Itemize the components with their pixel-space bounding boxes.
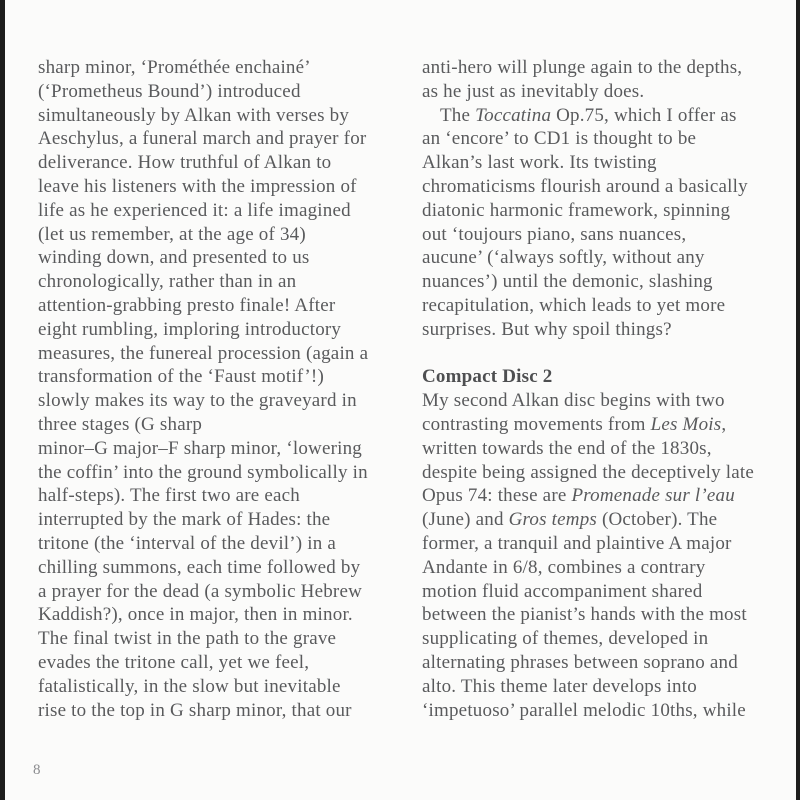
text-line — [38, 508, 414, 532]
text-run: Aeschylus, a funeral march and prayer for — [38, 128, 367, 150]
text-run: chronologically, rather than in an — [38, 271, 297, 293]
text-run: alto. This theme later develops into — [422, 675, 697, 697]
text-run: (June) and — [422, 509, 509, 531]
text-line — [422, 675, 794, 699]
text-run: an ‘encore’ to CD1 is thought to be — [422, 128, 697, 150]
text-run: eight rumbling, imploring introductory — [38, 318, 342, 340]
text-line — [38, 151, 414, 175]
text-line — [38, 484, 414, 508]
text-run: recapitulation, which leads to yet more — [422, 294, 726, 316]
section-heading — [422, 365, 794, 389]
text-run: half-steps). The first two are each — [38, 485, 300, 507]
text-line — [422, 175, 794, 199]
text-run: minor–G major–F sharp minor, ‘lowering — [38, 437, 362, 459]
text-run: aucune’ (‘always softly, without any — [422, 247, 705, 269]
text-line — [422, 127, 794, 151]
text-run: Gros temps — [508, 509, 598, 531]
text-run: anti-hero will plunge again to the depths, — [422, 57, 743, 78]
text-run: attention-grabbing presto finale! After — [38, 294, 336, 316]
text-line — [422, 104, 794, 128]
text-run: slowly makes its way to the graveyard in — [38, 390, 357, 412]
text-run: between the pianist’s hands with the most — [422, 604, 747, 626]
text-line — [422, 223, 794, 247]
text-run: Kaddish?), once in major, then in minor. — [38, 604, 353, 626]
text-line — [422, 199, 794, 223]
text-run: despite being assigned the deceptively late — [422, 461, 755, 483]
text-run: alternating phrases between soprano and — [422, 651, 738, 673]
text-line — [38, 104, 414, 128]
text-line — [38, 675, 414, 699]
text-line — [38, 651, 414, 675]
text-line — [422, 151, 794, 175]
text-run: leave his listeners with the impression of — [38, 175, 357, 197]
text-run: The — [440, 104, 476, 126]
text-run: Les Mois — [650, 413, 722, 435]
text-run: interrupted by the mark of Hades: the — [38, 509, 331, 531]
text-line — [422, 532, 794, 556]
blank-line — [422, 342, 794, 366]
text-run: measures, the funereal procession (again a — [38, 342, 369, 364]
text-line — [422, 699, 794, 723]
text-run: transformation of the ‘Faust motif’!) — [38, 366, 324, 388]
text-line — [38, 175, 414, 199]
text-line — [422, 484, 794, 508]
text-run: Alkan’s last work. Its twisting — [422, 152, 657, 174]
text-run: diatonic harmonic framework, spinning — [422, 199, 731, 221]
text-run: as he just as inevitably does. — [422, 80, 645, 102]
text-run: Compact Disc 2 — [422, 366, 553, 388]
text-run: motion fluid accompaniment shared — [422, 580, 703, 602]
text-run: Andante in 6/8, combines a contrary — [422, 556, 706, 578]
text-run: former, a tranquil and plaintive A major — [422, 532, 732, 554]
text-line — [38, 603, 414, 627]
text-line — [422, 56, 794, 80]
text-run: out ‘toujours piano, sans nuances, — [422, 223, 687, 245]
page-number: 8 — [33, 762, 41, 778]
text-run: Toccatina — [475, 104, 552, 126]
text-line — [422, 651, 794, 675]
text-line — [422, 603, 794, 627]
text-column-left — [38, 56, 414, 722]
text-line — [38, 437, 414, 461]
text-line — [422, 580, 794, 604]
text-run: (October). The — [597, 509, 718, 531]
text-line — [422, 413, 794, 437]
text-run: tritone (the ‘interval of the devil’) in a — [38, 532, 337, 554]
text-run: The final twist in the path to the grave — [38, 628, 337, 650]
text-line — [38, 627, 414, 651]
text-line — [422, 294, 794, 318]
text-line — [38, 699, 414, 723]
text-line — [422, 318, 794, 342]
text-line — [38, 270, 414, 294]
text-line — [38, 413, 414, 437]
text-run: deliverance. How truthful of Alkan to — [38, 152, 332, 174]
text-line — [38, 532, 414, 556]
page-edge-bar-left — [0, 0, 5, 800]
text-run: written towards the end of the 1830s, — [422, 437, 712, 459]
text-line — [38, 127, 414, 151]
text-run: a prayer for the dead (a symbolic Hebrew — [38, 580, 362, 602]
text-line — [422, 80, 794, 104]
text-line — [422, 270, 794, 294]
text-run: (let us remember, at the age of 34) — [38, 223, 306, 245]
text-run: nuances’) until the demonic, slashing — [422, 271, 713, 293]
text-line — [38, 80, 414, 104]
text-run: simultaneously by Alkan with verses by — [38, 104, 350, 126]
text-run: rise to the top in G sharp minor, that our — [38, 699, 352, 721]
text-line — [422, 246, 794, 270]
text-run: fatalistically, in the slow but inevitable — [38, 675, 341, 697]
text-run: Promenade sur l’eau — [571, 485, 735, 507]
text-line — [422, 556, 794, 580]
text-line — [38, 318, 414, 342]
text-line — [422, 461, 794, 485]
text-line — [38, 246, 414, 270]
text-line — [38, 199, 414, 223]
text-line — [38, 223, 414, 247]
text-run: the coffin’ into the ground symbolically in — [38, 461, 368, 483]
text-run: (‘Prometheus Bound’) introduced — [38, 80, 301, 102]
text-line — [38, 556, 414, 580]
text-run: sharp minor, ‘Prométhée enchainé’ — [38, 57, 311, 78]
text-line — [422, 437, 794, 461]
text-line — [38, 342, 414, 366]
text-run: winding down, and presented to us — [38, 247, 310, 269]
text-run: Opus 74: these are — [422, 485, 572, 507]
text-run: My second Alkan disc begins with two — [422, 390, 725, 412]
text-line — [38, 461, 414, 485]
text-run: contrasting movements from — [422, 413, 651, 435]
text-line — [38, 580, 414, 604]
text-line — [422, 508, 794, 532]
text-run: , — [721, 413, 727, 435]
text-line — [38, 56, 414, 80]
text-line — [422, 389, 794, 413]
text-run: life as he experienced it: a life imagined — [38, 199, 351, 221]
text-column-right — [422, 56, 794, 722]
text-run: three stages (G sharp — [38, 413, 203, 435]
text-line — [422, 627, 794, 651]
text-line — [38, 365, 414, 389]
text-line — [38, 389, 414, 413]
text-run: chilling summons, each time followed by — [38, 556, 361, 578]
text-run: chromaticisms flourish around a basically — [422, 175, 748, 197]
text-run: ‘impetuoso’ parallel melodic 10ths, while — [422, 699, 746, 721]
text-run: surprises. But why spoil things? — [422, 318, 672, 340]
text-run: supplicating of themes, developed in — [422, 628, 709, 650]
page-edge-bar-right — [796, 0, 800, 800]
text-run: evades the tritone call, yet we feel, — [38, 651, 310, 673]
text-run: Op.75, which I offer as — [551, 104, 737, 126]
text-line — [38, 294, 414, 318]
